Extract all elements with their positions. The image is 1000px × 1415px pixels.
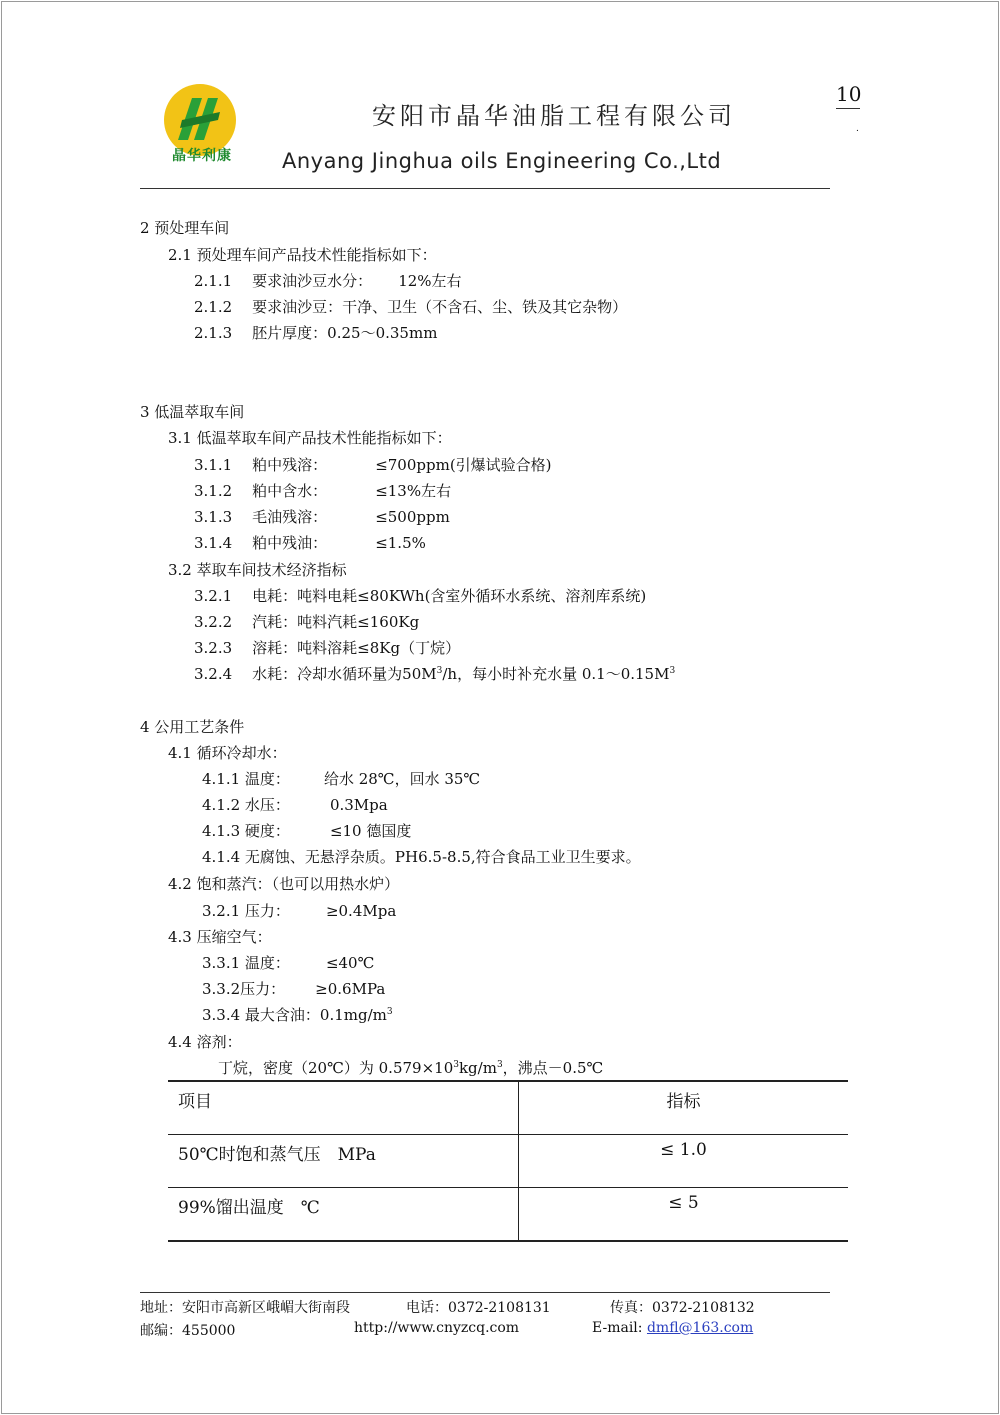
superscript: 3 (669, 666, 676, 676)
item-label: 3.3.1 温度： (202, 954, 290, 972)
section-3-1-heading: 3.1 低温萃取车间产品技术性能指标如下： (168, 429, 452, 447)
item-text: 粕中含水： (252, 482, 328, 500)
item-text: 胚片厚度：0.25～0.35mm (252, 324, 438, 342)
item-3-1-4 (194, 534, 426, 552)
header-rule (140, 188, 830, 189)
solvent-spec-table (168, 1080, 848, 1242)
page-number-dot: . (856, 124, 859, 134)
solvent-description (218, 1059, 603, 1077)
item-4-2-1 (202, 902, 396, 920)
item-value: ≤1.5% (375, 534, 426, 552)
footer-rule (140, 1292, 830, 1293)
item-label: 4.1.2 水压： (202, 796, 290, 814)
item-text: 汽耗：吨料汽耗≤160Kg (252, 613, 420, 631)
footer-email-link[interactable]: dmfl@163.com (646, 1320, 754, 1336)
superscript: 3 (496, 1060, 503, 1070)
item-number: 3.1.4 (194, 534, 233, 552)
item-number: 3.1.3 (194, 508, 233, 526)
item-4-3-4 (202, 1006, 393, 1024)
item-text: 毛油残溶： (252, 508, 328, 526)
item-4-1-3 (202, 822, 411, 840)
item-value: ≤500ppm (375, 508, 450, 526)
item-2-1-1 (194, 272, 462, 290)
section-4-3-heading: 4.3 压缩空气： (168, 928, 272, 946)
superscript: 3 (436, 666, 443, 676)
logo-text: 晶华利康 (172, 148, 232, 164)
item-number: 2.1.1 (194, 272, 233, 290)
item-2-1-2 (194, 298, 627, 316)
item-text: /h，每小时补充水量 0.1～0.15M (442, 665, 670, 683)
item-value: ≥0.6MPa (315, 980, 386, 998)
item-value: ≤13%左右 (375, 482, 452, 500)
item-4-1-2 (202, 796, 388, 814)
item-text: 要求油沙豆水分： (252, 272, 373, 290)
solvent-text: ，沸点－0.5℃ (502, 1059, 604, 1077)
item-number: 3.2.4 (194, 665, 233, 683)
table-cell: 50℃时饱和蒸气压 MPa (168, 1135, 519, 1188)
footer-website: http://www.cnyzcq.com (354, 1320, 520, 1336)
item-3-2-3 (194, 639, 460, 657)
item-number: 2.1.3 (194, 324, 233, 342)
item-3-2-2 (194, 613, 419, 631)
item-3-1-2 (194, 482, 451, 500)
table-row (168, 1188, 848, 1242)
item-value: ≤10 德国度 (329, 822, 412, 840)
footer-fax: 传真：0372-2108132 (610, 1300, 755, 1316)
solvent-text: kg/m (458, 1059, 497, 1077)
footer-email-label: E-mail: (592, 1320, 643, 1336)
table-header-row (168, 1081, 848, 1135)
item-label: 3.3.4 最大含油：0.1mg/m (202, 1006, 387, 1024)
table-header-cell: 项目 (168, 1081, 519, 1135)
item-text: 要求油沙豆：干净、卫生（不含石、尘、铁及其它杂物） (252, 298, 628, 316)
item-value: ≥0.4Mpa (325, 902, 397, 920)
section-2-title: 2 预处理车间 (140, 219, 230, 237)
item-4-1-1 (202, 770, 480, 788)
item-4-3-2 (202, 980, 385, 998)
item-label: 3.2.1 压力： (202, 902, 290, 920)
item-label: 3.3.2压力： (202, 980, 286, 998)
page-number: 10 (836, 82, 862, 106)
table-cell: ≤ 1.0 (660, 1140, 707, 1160)
item-value: ≤700ppm(引爆试验合格) (375, 456, 552, 474)
item-3-1-3 (194, 508, 450, 526)
item-label: 4.1.1 温度： (202, 770, 290, 788)
section-4-title: 4 公用工艺条件 (140, 718, 245, 736)
item-4-3-1 (202, 954, 374, 972)
item-text: 溶耗：吨料溶耗≤8Kg（丁烷） (252, 639, 461, 657)
item-value: ≤40℃ (325, 954, 375, 972)
item-value: 给水 28℃，回水 35℃ (323, 770, 481, 788)
item-text: 电耗：吨料电耗≤80KWh(含室外循环水系统、溶剂库系统) (252, 587, 647, 605)
item-3-1-1 (194, 456, 552, 474)
item-number: 3.2.3 (194, 639, 233, 657)
item-text: 粕中残油： (252, 534, 328, 552)
item-number: 3.1.2 (194, 482, 233, 500)
section-4-2-heading: 4.2 饱和蒸汽：（也可以用热水炉） (168, 875, 400, 893)
item-text: 粕中残溶： (252, 456, 328, 474)
item-number: 3.1.1 (194, 456, 233, 474)
table-header-cell: 指标 (666, 1092, 701, 1112)
company-name-cn: 安阳市晶华油脂工程有限公司 (372, 102, 736, 130)
superscript: 3 (453, 1060, 459, 1070)
item-text: 水耗：冷却水循环量为50M (252, 665, 437, 683)
section-4-4-heading: 4.4 溶剂： (168, 1033, 242, 1051)
item-3-2-4 (194, 665, 675, 683)
table-cell: 99%馏出温度 ℃ (168, 1188, 519, 1242)
item-number: 3.2.1 (194, 587, 233, 605)
footer-postcode: 邮编：455000 (140, 1323, 236, 1339)
section-3-2-heading: 3.2 萃取车间技术经济指标 (168, 561, 347, 579)
superscript: 3 (386, 1007, 393, 1017)
item-2-1-3 (194, 324, 437, 342)
footer-phone: 电话：0372-2108131 (406, 1300, 551, 1316)
company-name-en: Anyang Jinghua oils Engineering Co.,Ltd (282, 149, 722, 173)
footer-email-row (592, 1320, 753, 1336)
table-row (168, 1135, 848, 1188)
footer-address: 地址：安阳市高新区峨嵋大街南段 (140, 1300, 350, 1316)
item-number: 3.2.2 (194, 613, 233, 631)
section-3-title: 3 低温萃取车间 (140, 403, 245, 421)
item-4-1-4 (202, 848, 641, 866)
item-number: 2.1.2 (194, 298, 233, 316)
item-label: 4.1.3 硬度： (202, 822, 290, 840)
page-number-rule (836, 108, 860, 109)
section-2-1-heading: 2.1 预处理车间产品技术性能指标如下： (168, 246, 437, 264)
solvent-text: 丁烷，密度（20℃）为 0.579×10 (218, 1059, 454, 1077)
section-4-1-heading: 4.1 循环冷却水： (168, 744, 287, 762)
table-cell: ≤ 5 (668, 1193, 699, 1213)
item-value: 0.3Mpa (329, 796, 388, 814)
item-3-2-1 (194, 587, 646, 605)
item-label: 4.1.4 无腐蚀、无悬浮杂质。PH6.5-8.5,符合食品工业卫生要求。 (202, 848, 641, 866)
item-value: 12%左右 (398, 272, 462, 290)
